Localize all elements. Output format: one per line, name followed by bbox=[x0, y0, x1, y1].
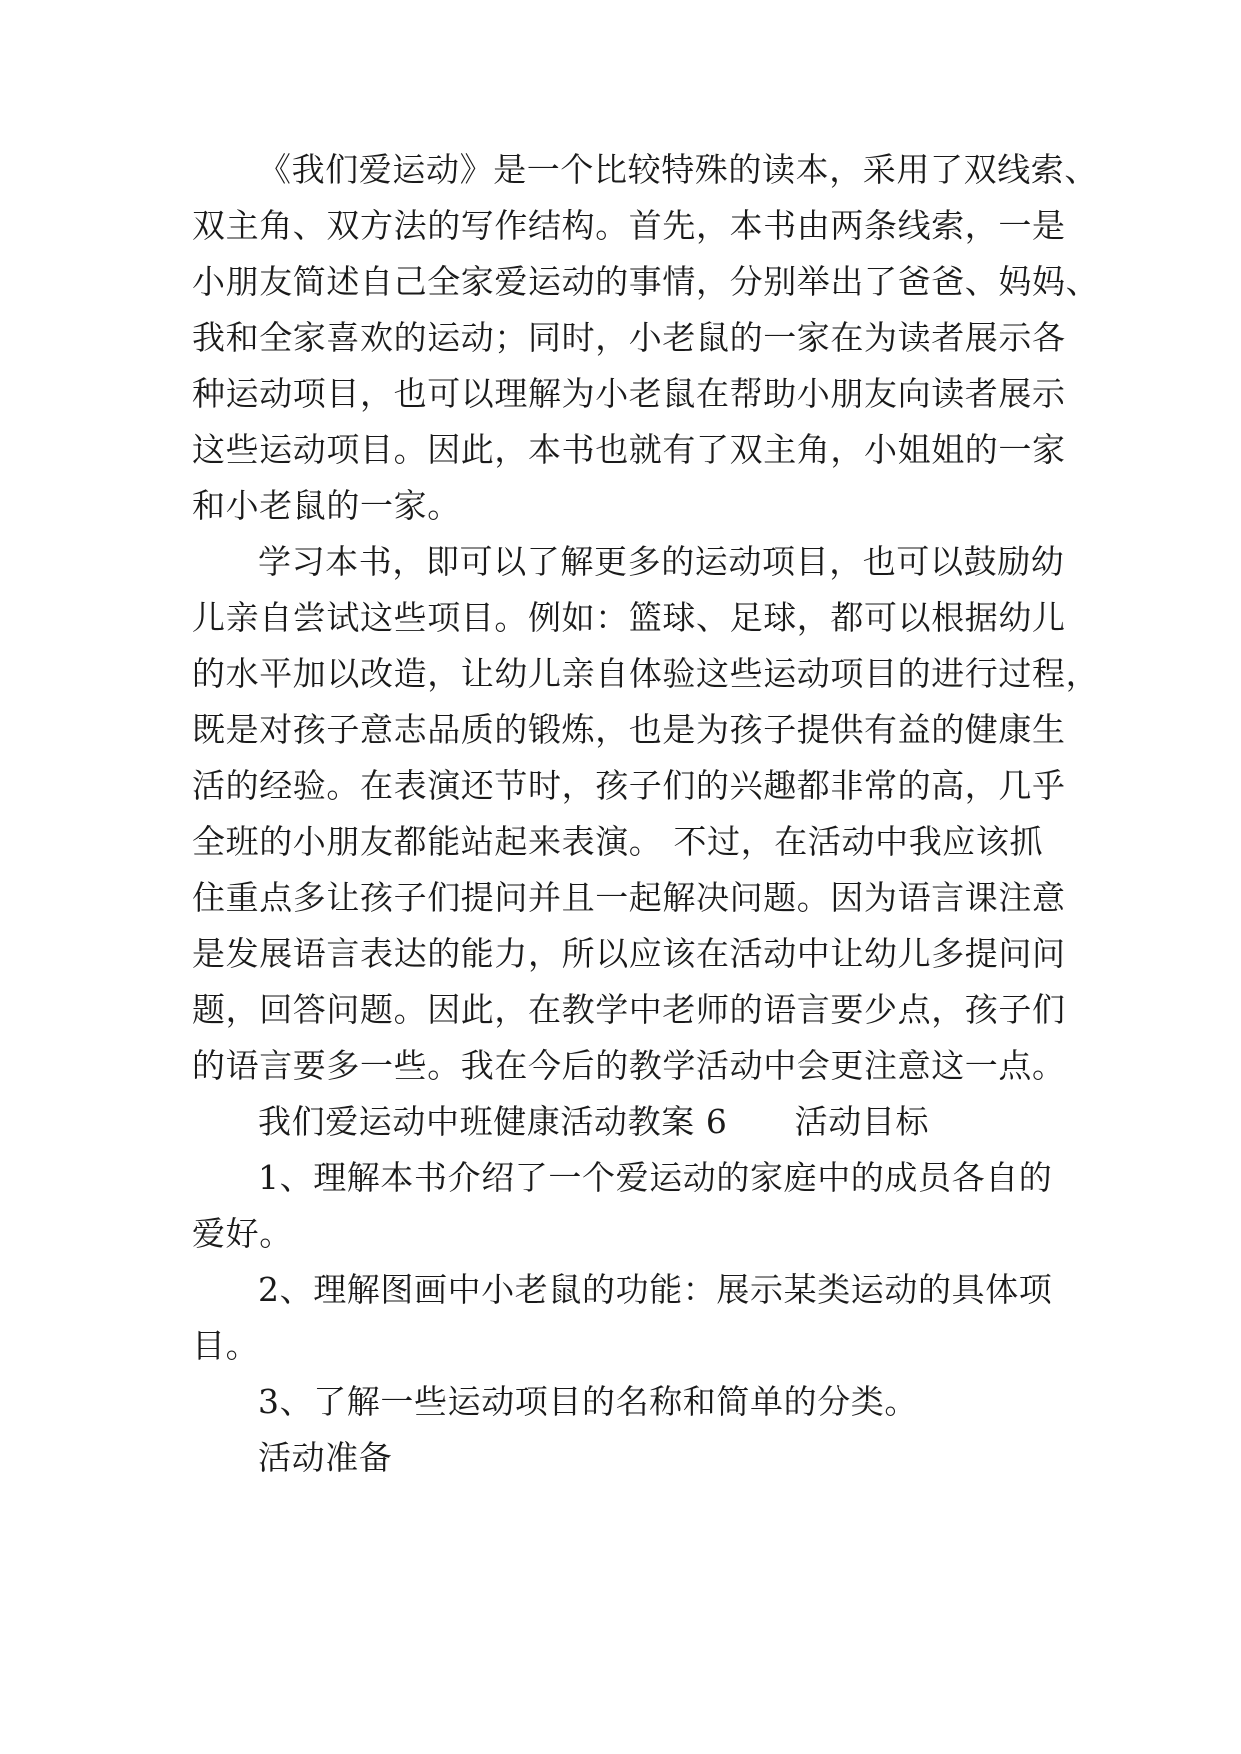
list-item-continuation: 爱好。 bbox=[192, 1214, 293, 1253]
text-line: 的语言要多一些。我在今后的教学活动中会更注意这一点。 bbox=[192, 1046, 1066, 1085]
text-line: 全班的小朋友都能站起来表演。 不过，在活动中我应该抓 bbox=[192, 822, 1044, 861]
text-line: 题，回答问题。因此，在教学中老师的语言要少点，孩子们 bbox=[192, 990, 1066, 1029]
list-item: 2、理解图画中小老鼠的功能：展示某类运动的具体项 bbox=[258, 1270, 1053, 1309]
list-item: 1、理解本书介绍了一个爱运动的家庭中的成员各自的 bbox=[258, 1158, 1053, 1197]
list-item: 3、了解一些运动项目的名称和简单的分类。 bbox=[258, 1382, 918, 1421]
text-line: 的水平加以改造，让幼儿亲自体验这些运动项目的进行过程， bbox=[192, 654, 1100, 693]
text-line: 住重点多让孩子们提问并且一起解决问题。因为语言课注意 bbox=[192, 878, 1066, 917]
text-line: 学习本书，即可以了解更多的运动项目，也可以鼓励幼 bbox=[258, 542, 1065, 581]
text-line: 小朋友简述自己全家爱运动的事情，分别举出了爸爸、妈妈、 bbox=[192, 262, 1100, 301]
section-heading: 我们爱运动中班健康活动教案 6 活动目标 bbox=[258, 1102, 930, 1141]
text-line: 这些运动项目。因此，本书也就有了双主角，小姐姐的一家 bbox=[192, 430, 1066, 469]
text-line: 种运动项目，也可以理解为小老鼠在帮助小朋友向读者展示 bbox=[192, 374, 1066, 413]
text-line: 是发展语言表达的能力，所以应该在活动中让幼儿多提问问 bbox=[192, 934, 1066, 973]
text-line: 既是对孩子意志品质的锻炼，也是为孩子提供有益的健康生 bbox=[192, 710, 1066, 749]
text-line: 和小老鼠的一家。 bbox=[192, 486, 461, 525]
section-heading: 活动准备 bbox=[258, 1438, 393, 1477]
text-line: 儿亲自尝试这些项目。例如：篮球、足球，都可以根据幼儿 bbox=[192, 598, 1066, 637]
text-line: 我和全家喜欢的运动；同时，小老鼠的一家在为读者展示各 bbox=[192, 318, 1066, 357]
text-line: 活的经验。在表演还节时，孩子们的兴趣都非常的高，几乎 bbox=[192, 766, 1066, 805]
text-line: 《我们爱运动》是一个比较特殊的读本，采用了双线索、 bbox=[258, 150, 1098, 189]
list-item-continuation: 目。 bbox=[192, 1326, 260, 1365]
text-line: 双主角、双方法的写作结构。首先，本书由两条线索，一是 bbox=[192, 206, 1066, 245]
